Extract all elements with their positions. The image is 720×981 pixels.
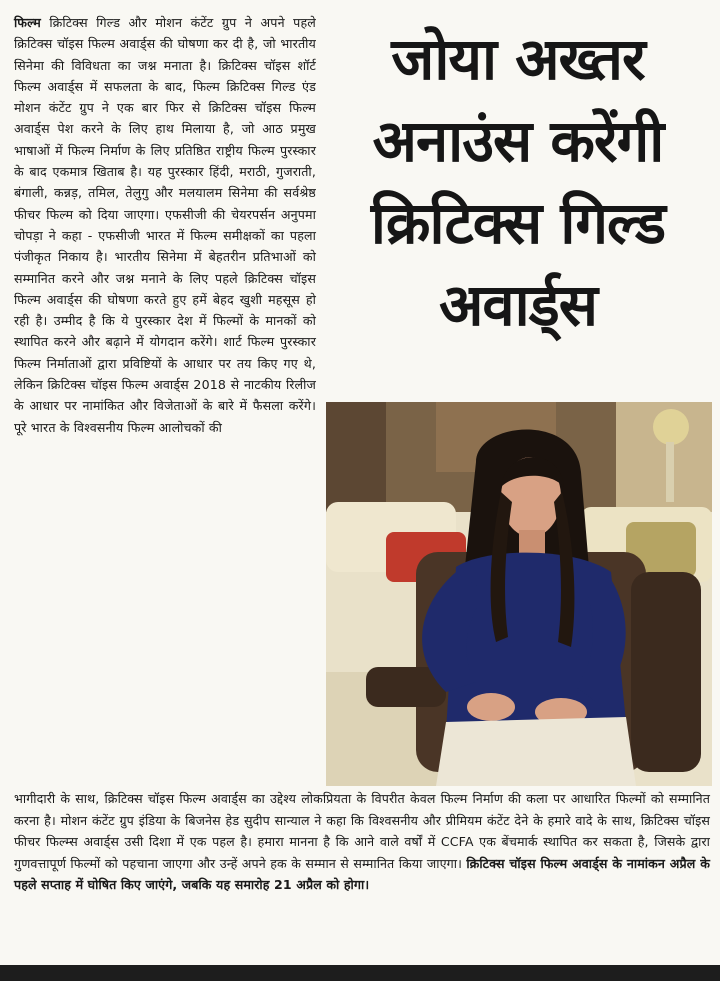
continuation-paragraph — [14, 788, 710, 896]
headline-line-4: अवार्ड्स — [439, 271, 597, 339]
closing-bold-text: क्रिटिक्स चॉइस फिल्म अवार्ड्स के नामांकन अप्रैल के पहले सप्ताह में घोषित किए जाएंगे, जबकि यह समारोह 21 अप्रैल को होगा। — [14, 855, 710, 892]
column-text: क्रिटिक्स गिल्ड और मोशन कंटेंट ग्रुप ने अपने पहले क्रिटिक्स चॉइस फिल्म अवार्ड्स की घोषणा कर दी है, जो भारतीय सिनेमा की विविधता का जश्न मनाता है। क्रिटिक्स चॉइस शॉर्ट फिल्म अवार्ड्स में सफलता के बाद, फिल्म क्रिटिक्स गिल्ड एंड मोशन कंटेंट ग्रुप ने एक बार फिर से क्रिटिक्स चॉइस फिल्म अवार्ड्स पेश करने के लिए हाथ मिलाया है, जो आठ प्रमुख भाषाओं में फिल्म निर्माण के लिए प्रतिष्ठित राष्ट्रीय फिल्म पुरस्कार के बाद एकमात्र खिताब है। यह पुरस्कार हिंदी, मराठी, गुजराती, बंगाली, कन्नड़, तमिल, तेलुगु और मलयालम सिनेमा की सर्वश्रेष्ठ फीचर फिल्म को दिया जाएगा। एफसीजी की चेयरपर्सन अनुपमा चोपड़ा ने कहा - एफसीजी भारत में फिल्म समीक्षकों का पहला पंजीकृत निकाय है। भारतीय सिनेमा में बेहतरीन प्रतिभाओं को सम्मानित करने और जश्न मनाने के लिए पहले क्रिटिक्स चॉइस फिल्म अवार्ड्स की घोषणा करते हुए हमें बेहद खुशी महसूस हो रही है। उम्मीद है कि ये पुरस्कार देश में फिल्मों के मानकों को स्थापित करने और बढ़ाने में योगदान करेंगे। शार्ट फिल्म पुरस्कार फिल्म निर्माताओं द्वारा प्रविष्टियों के आधार पर तय किए गए थे, लेकिन क्रिटिक्स चॉइस फिल्म अवार्ड्स 2018 से नाटकीय रिलीज के आधार पर नामांकित और विजेताओं के बारे में फैसला करेंगे। पूरे भारत के विश्वसनीय फिल्म आलोचकों की — [14, 15, 316, 435]
article-column — [14, 12, 316, 438]
headline-line-2: अनाउंस करेंगी — [372, 107, 664, 175]
article-headline — [322, 18, 714, 346]
headline-line-3: क्रिटिक्स गिल्ड — [370, 189, 666, 257]
lead-word: फिल्म — [14, 15, 41, 30]
article-continuation — [14, 788, 710, 896]
portrait-illustration — [326, 402, 712, 786]
article-photo — [326, 402, 712, 786]
wide-text: भागीदारी के साथ, क्रिटिक्स चॉइस फिल्म अवार्ड्स का उद्देश्य लोकप्रियता के विपरीत केवल फिल्म निर्माण की कला पर आधारित फिल्मों को सम्मानित करना है। मोशन कंटेंट ग्रुप इंडिया के बिजनेस हेड सुदीप सान्याल ने कहा कि विश्वसनीय और प्रीमियम कंटेंट देने के हमारे वादे के साथ, क्रिटिक्स चॉइस फीचर फिल्म्स अवार्ड्स उसी दिशा में एक पहल है। हमारा मानना है कि आने वाले वर्षों में CCFA एक बेंचमार्क स्थापित कर सकता है, जिसके द्वारा गुणवत्तापूर्ण फिल्मों को पहचाना जाएगा और उन्हें अपने हक के सम्मान से सम्मानित किया जाएगा। — [14, 791, 710, 871]
bottom-border — [0, 965, 720, 981]
article-lead-paragraph — [14, 12, 316, 438]
headline-line-1: जोया अख्तर — [391, 25, 645, 93]
